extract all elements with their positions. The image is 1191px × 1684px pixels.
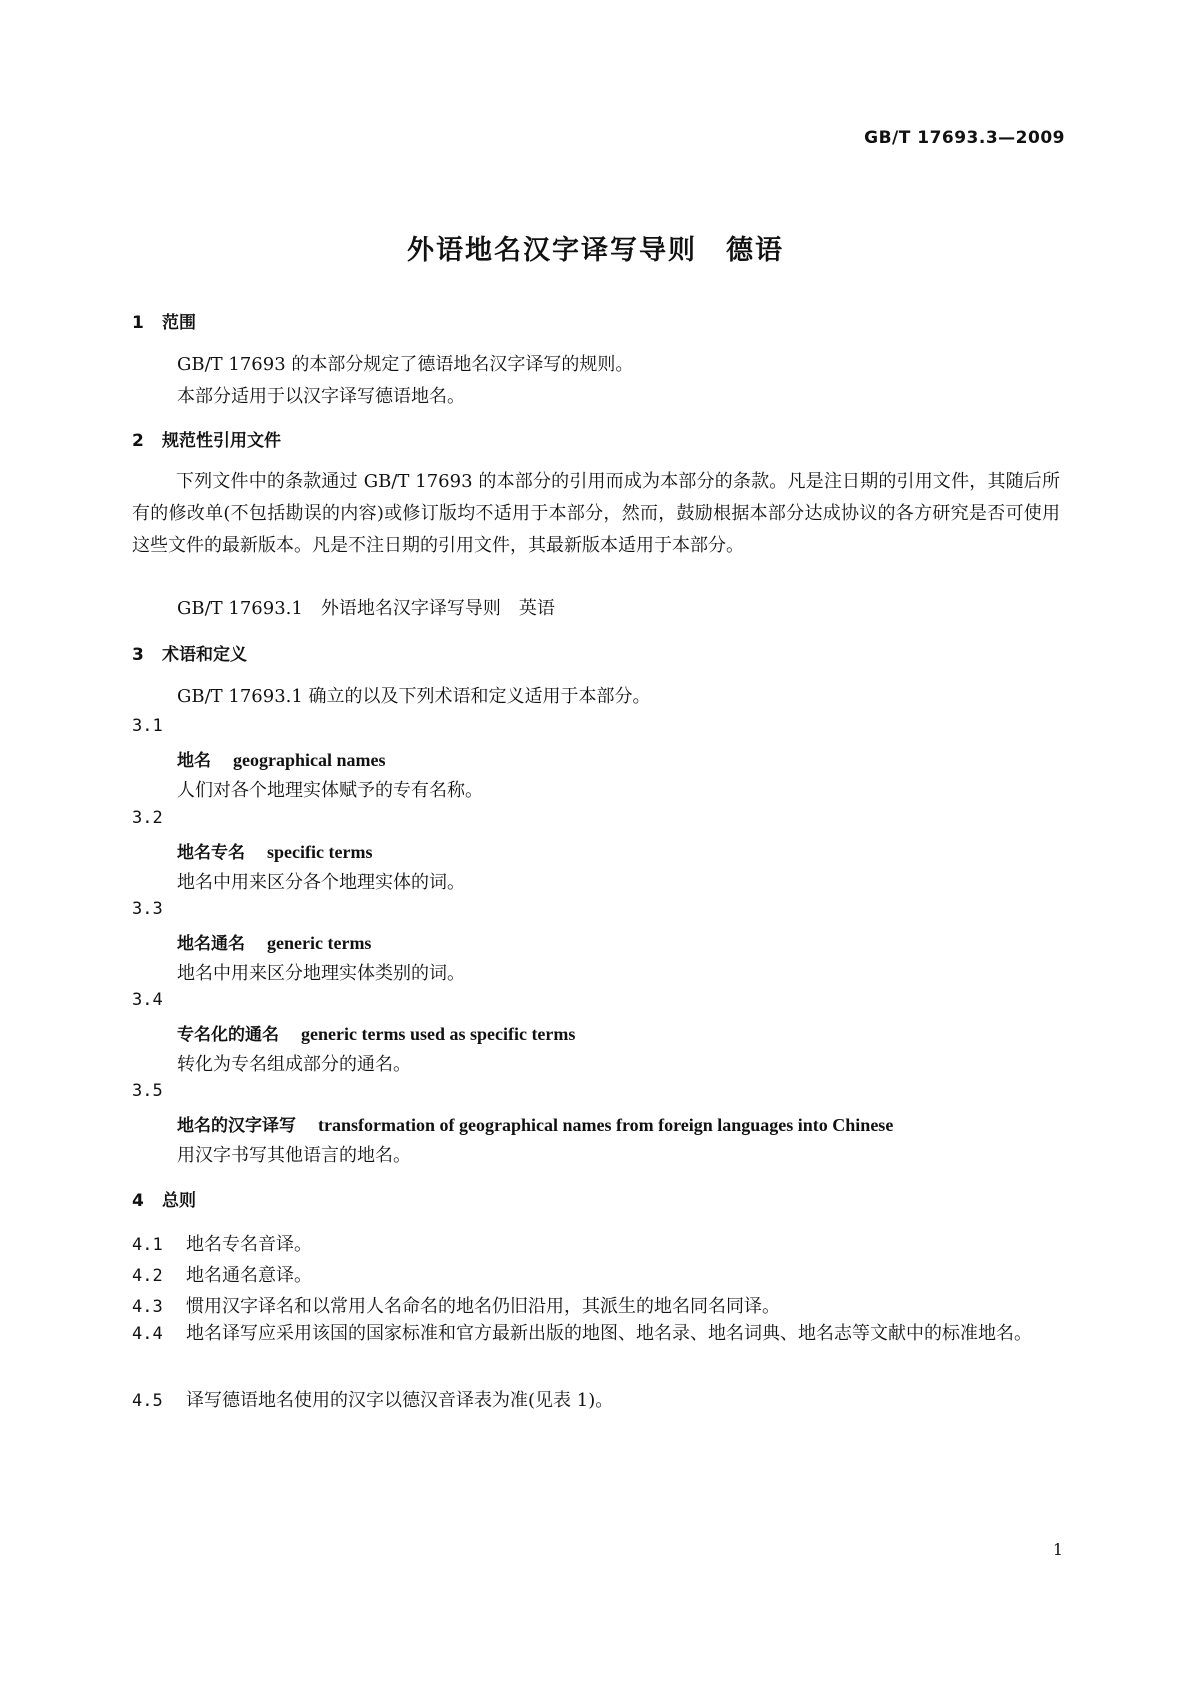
term-definition: 地名中用来区分地理实体类别的词。 — [177, 963, 465, 984]
section-number: 3 — [132, 645, 144, 665]
section-number: 1 — [132, 313, 144, 333]
term-en: generic terms — [267, 933, 372, 953]
section-number: 2 — [132, 431, 144, 451]
term-zh: 地名通名 — [177, 934, 245, 954]
paragraph: 下列文件中的条款通过 GB/T 17693 的本部分的引用而成为本部分的条款。凡是注日期的引用文件，其随后所有的修改单(不包括勘误的内容)或修订版均不适用于本部分，然而，鼓励根据本部分达成协议的各方研究是否可使用这些文件的最新版本。凡是不注日期的引用文件，其最新版本适用于本部分。 — [132, 471, 1060, 556]
term-number: 3.2 — [132, 808, 163, 828]
term-definition: 地名中用来区分各个地理实体的词。 — [177, 872, 465, 893]
clause-number: 4.4 — [132, 1324, 163, 1344]
term-number: 3.1 — [132, 716, 163, 736]
document-title: 外语地名汉字译写导则 德语 — [407, 235, 784, 266]
section-number: 4 — [132, 1191, 144, 1211]
term-en: generic terms used as specific terms — [301, 1024, 576, 1044]
clause-text: 地名专名音译。 — [186, 1234, 312, 1255]
clause-number: 4.5 — [132, 1391, 163, 1411]
normative-reference: GB/T 17693.1 外语地名汉字译写导则 英语 — [177, 598, 555, 619]
clause-number: 4.3 — [132, 1297, 163, 1317]
term-number: 3.4 — [132, 990, 163, 1010]
clause-item — [132, 1230, 312, 1256]
term-zh: 地名专名 — [177, 843, 245, 863]
term-zh: 地名 — [177, 751, 211, 771]
section-title: 术语和定义 — [162, 645, 247, 665]
standard-number: GB/T 17693.3—2009 — [864, 128, 1065, 148]
term-zh: 专名化的通名 — [177, 1025, 279, 1045]
paragraph: 本部分适用于以汉字译写德语地名。 — [177, 386, 465, 407]
clause-item — [132, 1261, 312, 1287]
paragraph: GB/T 17693.1 确立的以及下列术语和定义适用于本部分。 — [177, 686, 651, 707]
section-1-heading — [132, 308, 196, 333]
term-definition: 用汉字书写其他语言的地名。 — [177, 1145, 411, 1166]
term-en: specific terms — [267, 842, 373, 862]
section-2-heading — [132, 426, 281, 451]
clause-item — [132, 1292, 780, 1318]
clause-item — [132, 1318, 1060, 1350]
term-entry — [177, 1111, 893, 1136]
term-entry — [177, 838, 372, 863]
clause-text: 地名通名意译。 — [186, 1265, 312, 1286]
section-4-heading — [132, 1186, 196, 1211]
section-title: 总则 — [162, 1191, 196, 1211]
clause-text: 译写德语地名使用的汉字以德汉音译表为准(见表 1)。 — [186, 1390, 614, 1411]
term-number: 3.5 — [132, 1081, 163, 1101]
clause-number: 4.2 — [132, 1266, 163, 1286]
section-title: 范围 — [162, 313, 196, 333]
section-3-heading — [132, 640, 247, 665]
clause-number: 4.1 — [132, 1235, 163, 1255]
clause-text: 地名译写应采用该国的国家标准和官方最新出版的地图、地名录、地名词典、地名志等文献中的标准地名。 — [186, 1323, 1032, 1344]
section-title: 规范性引用文件 — [162, 431, 281, 451]
term-entry — [177, 746, 386, 771]
term-definition: 人们对各个地理实体赋予的专有名称。 — [177, 780, 483, 801]
clause-text: 惯用汉字译名和以常用人名命名的地名仍旧沿用，其派生的地名同名同译。 — [186, 1296, 780, 1317]
clause-item — [132, 1386, 613, 1412]
term-en: geographical names — [233, 750, 386, 770]
paragraph: GB/T 17693 的本部分规定了德语地名汉字译写的规则。 — [177, 354, 634, 375]
term-en: transformation of geographical names from foreign languages into Chinese — [318, 1115, 894, 1135]
term-entry — [177, 1020, 575, 1045]
term-definition: 转化为专名组成部分的通名。 — [177, 1054, 411, 1075]
term-entry — [177, 929, 371, 954]
page-number: 1 — [1052, 1540, 1063, 1559]
term-number: 3.3 — [132, 899, 163, 919]
term-zh: 地名的汉字译写 — [177, 1116, 296, 1136]
